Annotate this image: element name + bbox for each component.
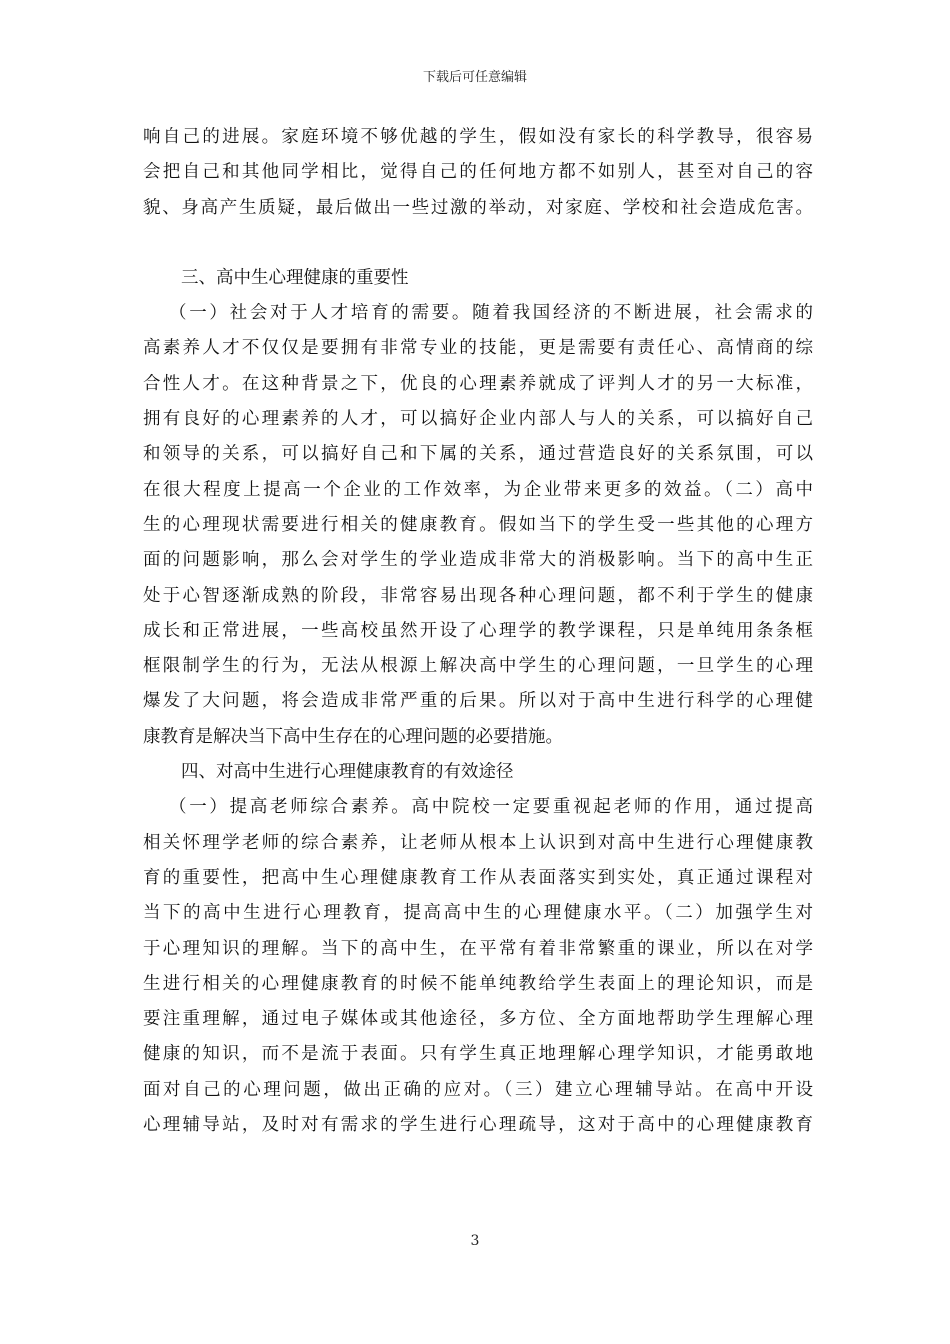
paragraph [143, 296, 813, 755]
text-line: （一）社会对于人才培育的需要。随着我国经济的不断进展，社会需求的 [169, 303, 813, 324]
text-line: 面的问题影响，那么会对学生的学业造成非常大的消极影响。当下的高中生正 [143, 550, 813, 571]
section-heading: 四、对高中生进行心理健康教育的有效途径 [181, 762, 514, 783]
text-line: 拥有良好的心理素养的人才，可以搞好企业内部人与人的关系，可以搞好自己 [143, 409, 813, 430]
text-line: 健康的知识，而不是流于表面。只有学生真正地理解心理学知识，才能勇敢地 [143, 1044, 813, 1065]
text-line: 要注重理解，通过电子媒体或其他途径，多方位、全方面地帮助学生理解心理 [143, 1009, 813, 1030]
text-line: 面对自己的心理问题，做出正确的应对。（三）建立心理辅导站。在高中开设 [143, 1079, 813, 1100]
section-heading: 三、高中生心理健康的重要性 [181, 267, 409, 288]
document-body [143, 120, 813, 1143]
text-line: 框限制学生的行为，无法从根源上解决高中学生的心理问题，一旦学生的心理 [143, 656, 813, 677]
text-line: 成长和正常进展，一些高校虽然开设了心理学的教学课程，只是单纯用条条框 [143, 620, 813, 641]
text-line: 处于心智逐渐成熟的阶段，非常容易出现各种心理问题，都不利于学生的健康 [143, 585, 813, 606]
page-header: 下载后可任意编辑 [422, 70, 527, 85]
text-line: 康教育是解决当下高中生存在的心理问题的必要措施。 [143, 726, 563, 747]
page-number: 3 [470, 1233, 480, 1249]
paragraph [143, 120, 813, 226]
text-line: 貌、身高产生质疑，最后做出一些过激的举动，对家庭、学校和社会造成危害。 [143, 197, 813, 218]
text-line: 和领导的关系，可以搞好自己和下属的关系，通过营造良好的关系氛围，可以 [143, 444, 813, 465]
text-line: 高素养人才不仅仅是要拥有非常专业的技能，更是需要有责任心、高情商的综 [143, 338, 813, 359]
text-line: 相关怀理学老师的综合素养，让老师从根本上认识到对高中生进行心理健康教 [143, 832, 813, 853]
text-line: 心理辅导站，及时对有需求的学生进行心理疏导，这对于高中的心理健康教育 [143, 1115, 813, 1136]
text-line: 于心理知识的理解。当下的高中生，在平常有着非常繁重的课业，所以在对学 [143, 938, 813, 959]
text-line: 生的心理现状需要进行相关的健康教育。假如当下的学生受一些其他的心理方 [143, 514, 813, 535]
text-line: 生进行相关的心理健康教育的时候不能单纯教给学生表面上的理论知识，而是 [143, 973, 813, 994]
text-line: 会把自己和其他同学相比，觉得自己的任何地方都不如别人，甚至对自己的容 [143, 162, 813, 183]
text-line: 爆发了大问题，将会造成非常严重的后果。所以对于高中生进行科学的心理健 [143, 691, 813, 712]
text-line: 响自己的进展。家庭环境不够优越的学生，假如没有家长的科学教导，很容易 [143, 127, 813, 147]
text-line: 在很大程度上提高一个企业的工作效率，为企业带来更多的效益。（二）高中 [143, 479, 813, 500]
text-line: 合性人才。在这种背景之下，优良的心理素养就成了评判人才的另一大标准， [143, 373, 813, 394]
paragraph-spacer [143, 226, 813, 261]
paragraph [143, 790, 813, 1143]
text-line: 育的重要性，把高中生心理健康教育工作从表面落实到实处，真正通过课程对 [143, 867, 813, 888]
text-line: 当下的高中生进行心理教育，提高高中生的心理健康水平。（二）加强学生对 [143, 903, 813, 924]
text-line: （一）提高老师综合素养。高中院校一定要重视起老师的作用，通过提高 [169, 797, 813, 818]
